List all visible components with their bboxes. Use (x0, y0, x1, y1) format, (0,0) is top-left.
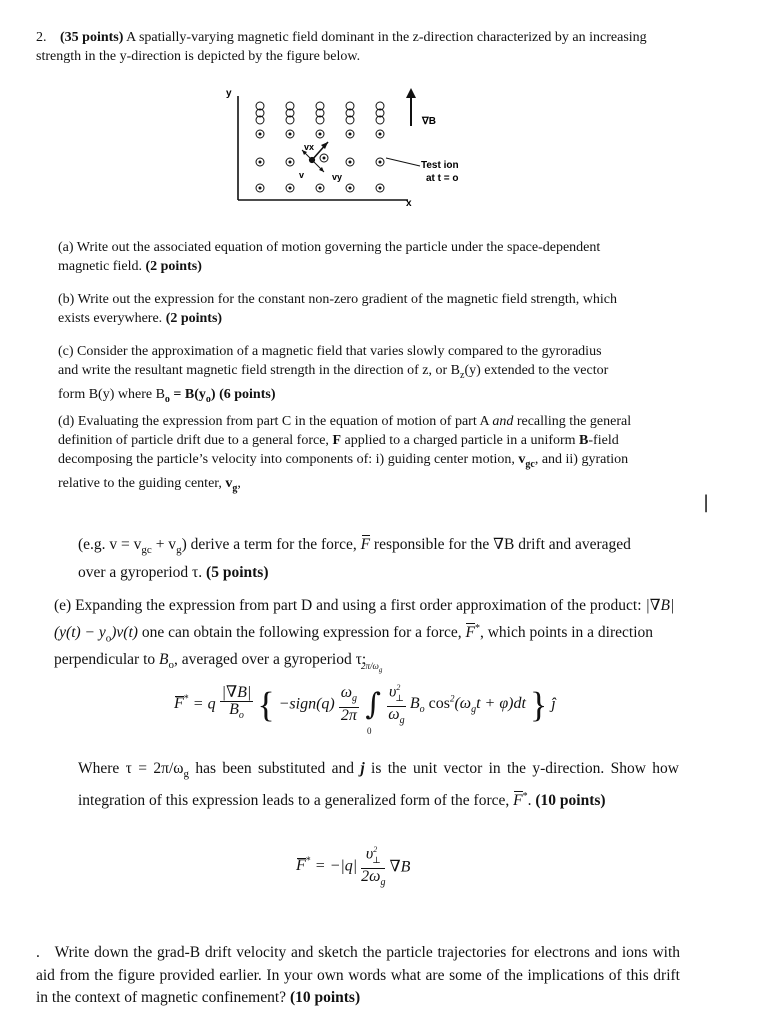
strong-field-row (256, 102, 384, 124)
test-ion-label-1: Test ion (421, 160, 459, 171)
part-points: (6 points) (219, 386, 276, 402)
part-c: (c) Consider the approximation of a magnetic field that varies slowly compared to the gyroradius and write the resultant magnetic field strength in the direction of z, or $B_z(y)$ extended to the vector form B(y) where $B_o = B(y_o)$ (6 points) (58, 344, 609, 405)
v-label: v (299, 170, 305, 180)
part-f: . Write down the grad-B drift velocity and sketch the particle trajectories for electrons and ions with aid from the figure provided earlier. In your own words what are some of the implications of this drift in the context of magnetic confinement? (10 points) (36, 944, 680, 1006)
problem-points: (35 points) (60, 30, 124, 45)
part-points: (10 points) (289, 989, 361, 1006)
part-points: (2 points) (165, 311, 223, 326)
axis-x-label: x (406, 198, 412, 208)
part-points: (2 points) (145, 259, 202, 274)
field-dot-stack (316, 102, 324, 124)
field-dot-stack (346, 102, 354, 124)
field-dot-stack (256, 102, 264, 124)
cursor-mark: | (703, 492, 710, 513)
gradB-arrow (406, 88, 416, 126)
magnetic-field-figure (220, 84, 470, 208)
equation-force-average: F* = q $\frac{|\nabla B|}{B_o}$ { −sign(q) $\frac{\omega_g}{2\pi}$ $2\pi/\omega_g$ ∫ 0 $\frac{\upsilon^2_\perp}{\omega_g}$ $B_o$ $\cos^2(\omega_gt + \varphi)dt$ } ĵ (174, 660, 556, 736)
problem-number: 2. (36, 30, 47, 45)
axis-y-label: y (226, 88, 232, 99)
equation-generalized-force: F* = −|q| $\frac{\upsilon^2_\perp}{2\omega_g}$ ∇B (296, 842, 410, 892)
part-e-followup: Where $\tau = 2\pi/\omega_g$ has been substituted and j is the unit vector in the y-direction. Show how integration of this expression leads to a generalized form of the force, F*. (10 points) (78, 758, 679, 812)
problem-intro: A spatially-varying magnetic field dominant in the z-direction characterized by an increasing strength in the y-direction is depicted by the figure below. (36, 30, 647, 64)
test-ion-label-2: at t = o (426, 173, 459, 184)
weak-field-row (256, 184, 384, 192)
test-ion-pointer (386, 158, 420, 166)
field-dot-stack (376, 102, 384, 124)
part-label: (a) (58, 240, 74, 255)
part-b: (b) Write out the expression for the constant non-zero gradient of the magnetic field strength, which exists everywhere. (2 points) (58, 292, 618, 326)
test-ion-dot (309, 157, 314, 162)
part-a: (a) Write out the associated equation of motion governing the particle under the space-dependent magnetic field. (2 points) (58, 240, 601, 274)
vy-label: vy (332, 172, 343, 182)
part-points: (5 points) (206, 563, 269, 581)
field-row-3 (256, 154, 384, 166)
part-label: (d) (58, 414, 75, 429)
part-label: (b) (58, 292, 75, 307)
part-d: (d) Evaluating the expression from part C in the equation of motion of part A and recalling the general definition of particle drift due to a general force, F applied to a charged particle in a uniform B-field decomposing the particle’s velocity into components of: i) guiding center motion, $v_{gc}$, and ii) gyration relative to the guiding center, $v_g$, (58, 414, 632, 494)
part-points: (10 points) (535, 791, 606, 809)
part-d-continued: (e.g. $v = v_{gc} + v_g$) derive a term for the force, F responsible for the ∇B drift and averaged over a gyroperiod τ. (5 points) (78, 536, 631, 581)
part-e: (e) Expanding the expression from part D and using a first order approximation of the product: $|\nabla B|(y(t) - y_o)v(t)$ one can obtain the following expression for a force, F*, which points in a direction perpendicular to $B_o$, averaged over a gyroperiod τ: (54, 597, 675, 672)
field-row-2 (256, 130, 384, 138)
problem-header (36, 28, 656, 66)
part-label: (e) (54, 597, 72, 614)
vx-label: vx (304, 142, 315, 152)
gradB-label: ∇B (422, 116, 436, 127)
field-dot-stack (286, 102, 294, 124)
part-label: (c) (58, 344, 74, 359)
